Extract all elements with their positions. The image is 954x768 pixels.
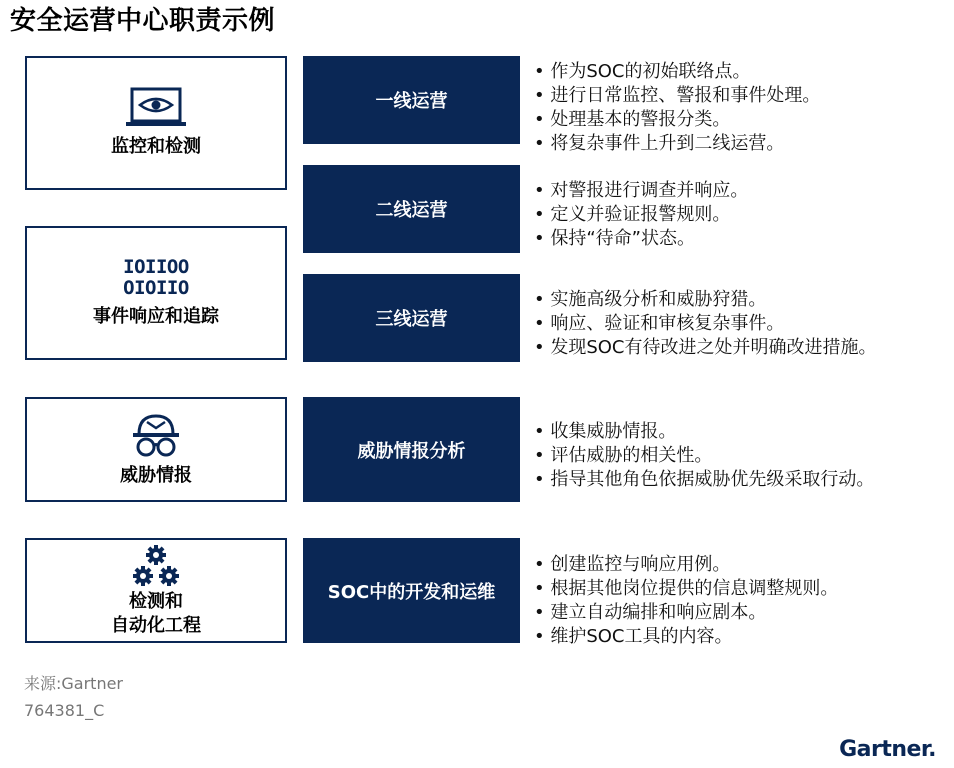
bullet-list-tier-3 [534,286,877,362]
role-label-engineering-line2: 自动化工程 [111,614,201,636]
bullet-item: • 根据其他岗位提供的信息调整规则。 [534,577,838,601]
bullet-item: • 维护SOC工具的内容。 [534,625,838,649]
role-label-monitoring: 监控和检测 [111,136,201,157]
role-label-threat-intel: 威胁情报 [120,464,192,486]
monitor-eye-icon [124,87,188,129]
role-label-incident-response: 事件响应和追踪 [93,306,219,327]
bullet-list-tier-1 [534,58,820,158]
bullet-item: • 评估威胁的相关性。 [534,444,874,468]
binary-line-1: IOIIOO [123,256,189,278]
gears-icon [128,544,184,588]
bullet-item: • 处理基本的警报分类。 [534,108,820,132]
bullet-list-threat-intel [534,418,874,494]
role-box-engineering [25,538,287,643]
role-box-monitoring [25,56,287,190]
figure-id: 764381_C [24,701,105,720]
role-box-incident-response [25,226,287,360]
bullet-item: • 作为SOC的初始联络点。 [534,60,820,84]
page-title: 安全运营中心职责示例 [10,6,276,36]
bullet-item: • 进行日常监控、警报和事件处理。 [534,84,820,108]
binary-line-2: OIOIIO [123,277,189,299]
bullet-list-tier-2 [534,177,748,253]
tier-box-2: 二线运营 [303,165,520,253]
bullet-item: • 实施高级分析和威胁狩猎。 [534,288,877,312]
gartner-logo: Gartner. [839,737,936,762]
tier-box-threat-intel: 威胁情报分析 [303,397,520,502]
tier-box-1: 一线运营 [303,56,520,144]
bullet-item: • 定义并验证报警规则。 [534,203,748,227]
bullet-item: • 保持“待命”状态。 [534,227,748,251]
tier-box-3: 三线运营 [303,274,520,362]
bullet-item: • 创建监控与响应用例。 [534,553,838,577]
bullet-item: • 对警报进行调查并响应。 [534,179,748,203]
bullet-item: • 响应、验证和审核复杂事件。 [534,312,877,336]
bullet-item: • 发现SOC有待改进之处并明确改进措施。 [534,336,877,360]
role-label-engineering-line1: 检测和 [129,590,183,612]
bullet-item: • 收集威胁情报。 [534,420,874,444]
binary-code-icon [123,257,189,299]
bullet-list-devops [534,551,838,651]
role-box-threat-intel [25,397,287,502]
tier-box-devops: SOC中的开发和运维 [303,538,520,643]
source-note: 来源:Gartner [24,674,124,693]
spy-icon [129,412,183,458]
bullet-item: • 将复杂事件上升到二线运营。 [534,132,820,156]
bullet-item: • 指导其他角色依据威胁优先级采取行动。 [534,468,874,492]
bullet-item: • 建立自动编排和响应剧本。 [534,601,838,625]
